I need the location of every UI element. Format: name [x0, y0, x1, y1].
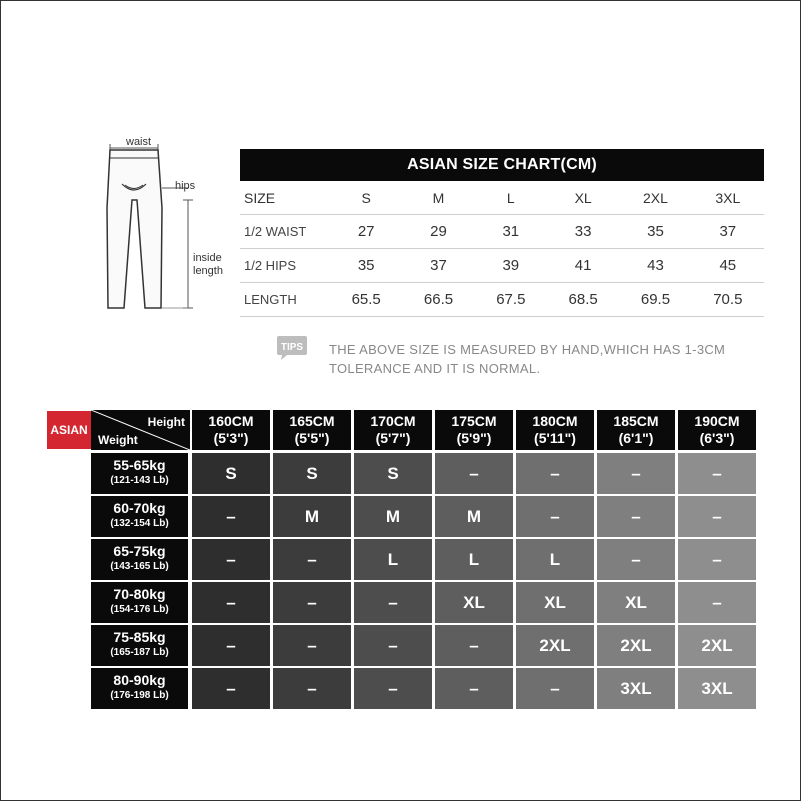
pants-illustration — [100, 128, 240, 328]
value-cell: 37 — [402, 249, 474, 283]
value-cell: 43 — [619, 249, 691, 283]
size-recommendation-cell: 2XL — [678, 625, 756, 666]
size-recommendation-cell: – — [273, 582, 351, 623]
value-cell: 37 — [692, 215, 764, 249]
inside-length-label-1: inside — [193, 252, 222, 264]
weight-label: Weight — [98, 433, 138, 447]
size-recommendation-cell: – — [192, 539, 270, 580]
size-recommendation-cell: 3XL — [597, 668, 675, 709]
size-recommendation-cell: L — [354, 539, 432, 580]
value-cell: 33 — [547, 215, 619, 249]
size-recommendation-cell: 3XL — [678, 668, 756, 709]
height-column-header — [354, 410, 432, 450]
height-column-header — [516, 410, 594, 450]
hips-row — [240, 249, 764, 283]
weight-lb: (176-198 Lb) — [110, 690, 169, 701]
height-column-header — [678, 410, 756, 450]
weight-kg: 80-90kg — [113, 672, 166, 688]
size-cell: S — [330, 181, 402, 215]
size-recommendation-cell: – — [516, 668, 594, 709]
size-header-row — [240, 181, 764, 215]
size-recommendation-cell: L — [516, 539, 594, 580]
tips-line-1: THE ABOVE SIZE IS MEASURED BY HAND,WHICH HAS 1-3CM — [329, 342, 726, 357]
waist-label: waist — [126, 136, 152, 148]
value-cell: 69.5 — [619, 283, 691, 317]
height-cm: 170CM — [370, 413, 416, 429]
size-recommendation-cell: – — [354, 668, 432, 709]
height-ft: (6'1") — [618, 430, 654, 446]
size-recommendation-cell: L — [435, 539, 513, 580]
height-cm: 190CM — [694, 413, 740, 429]
weight-row-header — [91, 453, 188, 494]
weight-row-header — [91, 539, 188, 580]
size-cell: 2XL — [619, 181, 691, 215]
tips-bubble-icon — [275, 335, 309, 361]
size-recommendation-cell: – — [678, 453, 756, 494]
value-cell: 41 — [547, 249, 619, 283]
row-label: 1/2 WAIST — [240, 215, 330, 249]
size-recommendation-cell: – — [435, 625, 513, 666]
value-cell: 39 — [475, 249, 547, 283]
size-recommendation-cell: M — [435, 496, 513, 537]
size-cell: 3XL — [692, 181, 764, 215]
weight-row-header — [91, 668, 188, 709]
height-column-header — [273, 410, 351, 450]
tips-line-2: TOLERANCE AND IT IS NORMAL. — [329, 361, 541, 376]
weight-row-header — [91, 496, 188, 537]
weight-lb: (165-187 Lb) — [110, 647, 169, 658]
size-recommendation-cell: 2XL — [516, 625, 594, 666]
size-recommendation-cell: – — [435, 668, 513, 709]
size-recommendation-cell: – — [597, 453, 675, 494]
height-ft: (5'9") — [456, 430, 492, 446]
inside-length-label-2: length — [193, 265, 223, 277]
size-recommendation-cell: – — [192, 625, 270, 666]
weight-row-header — [91, 582, 188, 623]
size-recommendation-cell: – — [435, 453, 513, 494]
size-recommendation-cell: – — [354, 582, 432, 623]
weight-kg: 75-85kg — [113, 629, 166, 645]
size-recommendation-cell: – — [273, 625, 351, 666]
weight-lb: (154-176 Lb) — [110, 604, 169, 615]
height-ft: (5'3") — [213, 430, 249, 446]
value-cell: 35 — [619, 215, 691, 249]
height-column-header — [597, 410, 675, 450]
height-cm: 160CM — [208, 413, 254, 429]
size-recommendation-cell: – — [273, 539, 351, 580]
size-recommendation-cell: – — [354, 625, 432, 666]
height-column-header — [435, 410, 513, 450]
height-cm: 165CM — [289, 413, 335, 429]
size-recommendation-cell: – — [678, 582, 756, 623]
length-row — [240, 283, 764, 317]
size-recommendation-cell: – — [516, 453, 594, 494]
size-recommendation-cell: – — [678, 496, 756, 537]
size-cell: L — [475, 181, 547, 215]
value-cell: 35 — [330, 249, 402, 283]
hips-label: hips — [175, 180, 196, 192]
size-chart-title: ASIAN SIZE CHART(CM) — [240, 149, 764, 181]
size-recommendation-cell: – — [192, 668, 270, 709]
size-recommendation-cell: XL — [597, 582, 675, 623]
size-recommendation-cell: – — [192, 582, 270, 623]
size-cell: M — [402, 181, 474, 215]
height-column-header — [192, 410, 270, 450]
tips-text — [329, 340, 725, 378]
value-cell: 29 — [402, 215, 474, 249]
size-recommendation-cell: – — [192, 496, 270, 537]
row-label: 1/2 HIPS — [240, 249, 330, 283]
height-cm: 185CM — [613, 413, 659, 429]
value-cell: 70.5 — [692, 283, 764, 317]
weight-lb: (143-165 Lb) — [110, 561, 169, 572]
height-ft: (5'11") — [534, 430, 576, 446]
size-label: SIZE — [240, 181, 330, 215]
value-cell: 65.5 — [330, 283, 402, 317]
asian-tag: ASIAN — [47, 411, 91, 449]
row-label: LENGTH — [240, 283, 330, 317]
size-chart-table — [240, 181, 764, 317]
size-recommendation-cell: S — [354, 453, 432, 494]
size-recommendation-cell: 2XL — [597, 625, 675, 666]
weight-kg: 65-75kg — [113, 543, 166, 559]
size-recommendation-cell: – — [678, 539, 756, 580]
waist-row — [240, 215, 764, 249]
size-recommendation-cell: XL — [435, 582, 513, 623]
weight-kg: 55-65kg — [113, 457, 166, 473]
value-cell: 68.5 — [547, 283, 619, 317]
value-cell: 31 — [475, 215, 547, 249]
weight-row-header — [91, 625, 188, 666]
height-ft: (6'3") — [699, 430, 735, 446]
size-recommendation-cell: – — [597, 496, 675, 537]
size-recommendation-cell: XL — [516, 582, 594, 623]
pants-diagram — [100, 128, 240, 328]
tips-badge — [275, 335, 309, 361]
weight-lb: (121-143 Lb) — [110, 475, 169, 486]
value-cell: 45 — [692, 249, 764, 283]
size-recommendation-cell: – — [597, 539, 675, 580]
height-ft: (5'5") — [294, 430, 330, 446]
value-cell: 67.5 — [475, 283, 547, 317]
size-recommendation-cell: S — [273, 453, 351, 494]
size-recommendation-cell: – — [273, 668, 351, 709]
weight-kg: 70-80kg — [113, 586, 166, 602]
value-cell: 66.5 — [402, 283, 474, 317]
height-label: Height — [147, 415, 185, 429]
size-recommendation-cell: S — [192, 453, 270, 494]
size-recommendation-cell: M — [273, 496, 351, 537]
size-cell: XL — [547, 181, 619, 215]
grid-corner-header — [91, 410, 190, 450]
size-recommendation-cell: – — [516, 496, 594, 537]
weight-kg: 60-70kg — [113, 500, 166, 516]
weight-lb: (132-154 Lb) — [110, 518, 169, 529]
tips-badge-text: TIPS — [280, 342, 304, 353]
value-cell: 27 — [330, 215, 402, 249]
height-cm: 180CM — [532, 413, 578, 429]
size-recommendation-cell: M — [354, 496, 432, 537]
height-ft: (5'7") — [375, 430, 411, 446]
height-cm: 175CM — [451, 413, 497, 429]
